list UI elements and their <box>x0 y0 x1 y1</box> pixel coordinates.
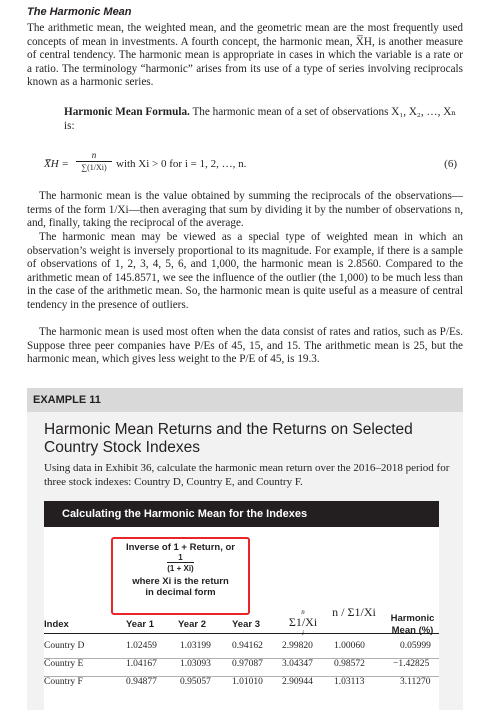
table-row <box>44 641 439 659</box>
formula-lead <box>64 106 462 133</box>
cell-index: Country D <box>44 641 85 651</box>
col-head-index: Index <box>44 619 69 630</box>
formula-lhs: X̅H = <box>44 158 69 170</box>
table-row <box>44 677 439 694</box>
col-head-harmonic: Harmonic Mean (%) <box>390 613 435 636</box>
sum-head-bottom: i <box>302 629 304 637</box>
harmonic-mean-formula <box>42 150 467 182</box>
inverse-line3: where Xi is the return <box>132 576 229 587</box>
harmonic-table <box>44 527 439 710</box>
inverse-line4: in decimal form <box>145 587 216 598</box>
cell-ratio: 1.03113 <box>334 677 365 687</box>
formula-condition: with Xi > 0 for i = 1, 2, …, n. <box>116 158 247 170</box>
section-title: The Harmonic Mean <box>27 6 132 18</box>
example-box <box>27 388 463 710</box>
example-label: EXAMPLE 11 <box>27 388 463 412</box>
col-head-year1: Year 1 <box>126 619 154 630</box>
example-intro: Using data in Exhibit 36, calculate the harmonic mean return over the 2016–2018 period for three stock indexes: Country D, Country E, and Country F. <box>44 462 450 488</box>
cell-year1: 1.02459 <box>126 641 157 651</box>
table-row <box>44 659 439 677</box>
formula-numerator: n <box>91 150 97 160</box>
cell-year3: 1.01010 <box>232 677 263 687</box>
header-rule <box>44 633 439 634</box>
cell-ratio: 0.98572 <box>334 659 365 669</box>
cell-index: Country F <box>44 677 83 687</box>
cell-year1: 1.04167 <box>126 659 157 669</box>
col-head-year3: Year 3 <box>232 619 260 630</box>
cell-year2: 1.03199 <box>180 641 211 651</box>
inverse-frac-num: 1 <box>178 553 183 562</box>
cell-harmonic: −1.42825 <box>393 659 430 669</box>
cell-year3: 0.94162 <box>232 641 263 651</box>
cell-harmonic: 3.11270 <box>400 677 431 687</box>
formula-lead-bold: Harmonic Mean Formula. <box>64 106 190 118</box>
ratio-head-label: n / Σ1/Xi <box>332 605 376 619</box>
cell-year2: 0.95057 <box>180 677 211 687</box>
equation-number: (6) <box>444 158 457 170</box>
table-title: Calculating the Harmonic Mean for the Indexes <box>44 501 439 527</box>
inverse-fraction <box>167 553 193 573</box>
inverse-frac-den: (1 + Xi) <box>167 564 194 573</box>
cell-sum: 2.99820 <box>282 641 313 651</box>
cell-index: Country E <box>44 659 84 669</box>
formula-fraction <box>76 150 112 172</box>
cell-sum: 3.04347 <box>282 659 313 669</box>
col-head-ratio <box>328 607 380 618</box>
col-head-year2: Year 2 <box>178 619 206 630</box>
cell-ratio: 1.00060 <box>334 641 365 651</box>
cell-sum: 2.90944 <box>282 677 313 687</box>
paragraph-intro: The arithmetic mean, the weighted mean, and the geometric mean are the most frequently used concepts of mean in investments. A fourth concept, the harmonic mean, X̅H, is another measure of central tendency. The harmonic mean is appropriate in cases in which the variable is a rate or a ratio. The terminology “harmonic” arises from its use of a type of series involving reciprocals known as a harmonic series. <box>27 22 463 89</box>
example-title: Harmonic Mean Returns and the Returns on Selected Country Stock Indexes <box>44 421 413 456</box>
sum-head-label: Σ1/Xi <box>288 615 318 629</box>
sum-head-top: n <box>301 608 305 616</box>
cell-year3: 0.97087 <box>232 659 263 669</box>
cell-year1: 0.94877 <box>126 677 157 687</box>
formula-lead-text: The harmonic mean of a set of observations X₁, X₂, …, Xₙ is: <box>64 106 457 132</box>
paragraph-pe-example: The harmonic mean is used most often when the data consist of rates and ratios, such as P/Es. Suppose three peer companies have P/Es of 45, 15, and 15. The arithmetic mean is 25, but the harmonic mean, which gives less weight to the P/E of 45, is 19.3. <box>27 326 463 366</box>
paragraph-definition: The harmonic mean is the value obtained by summing the reciprocals of the observations—terms of the form 1/Xi—then averaging that sum by dividing it by the number of observations n, and, finally, taking the reciprocal of the average. <box>27 190 463 230</box>
paragraph-weighted: The harmonic mean may be viewed as a special type of weighted mean in which an observation’s weight is inversely proportional to its magnitude. For example, if there is a sample of observations of 1, 2, 3, 4, 5, 6, and 1,000, the harmonic mean is 2.8560. Compared to the arithmetic mean of 145.8571, we see the influence of the outlier (the 1,000) to be much less than in the case of the arithmetic mean. So, the harmonic mean is quite useful as a measure of central tendency in the presence of outliers. <box>27 231 463 311</box>
inverse-callout <box>111 537 250 615</box>
inverse-line1: Inverse of 1 + Return, or <box>125 542 236 553</box>
cell-harmonic: 0.05999 <box>400 641 431 651</box>
formula-denominator: ∑(1/Xi) <box>81 163 107 172</box>
cell-year2: 1.03093 <box>180 659 211 669</box>
fraction-bar <box>76 161 112 162</box>
